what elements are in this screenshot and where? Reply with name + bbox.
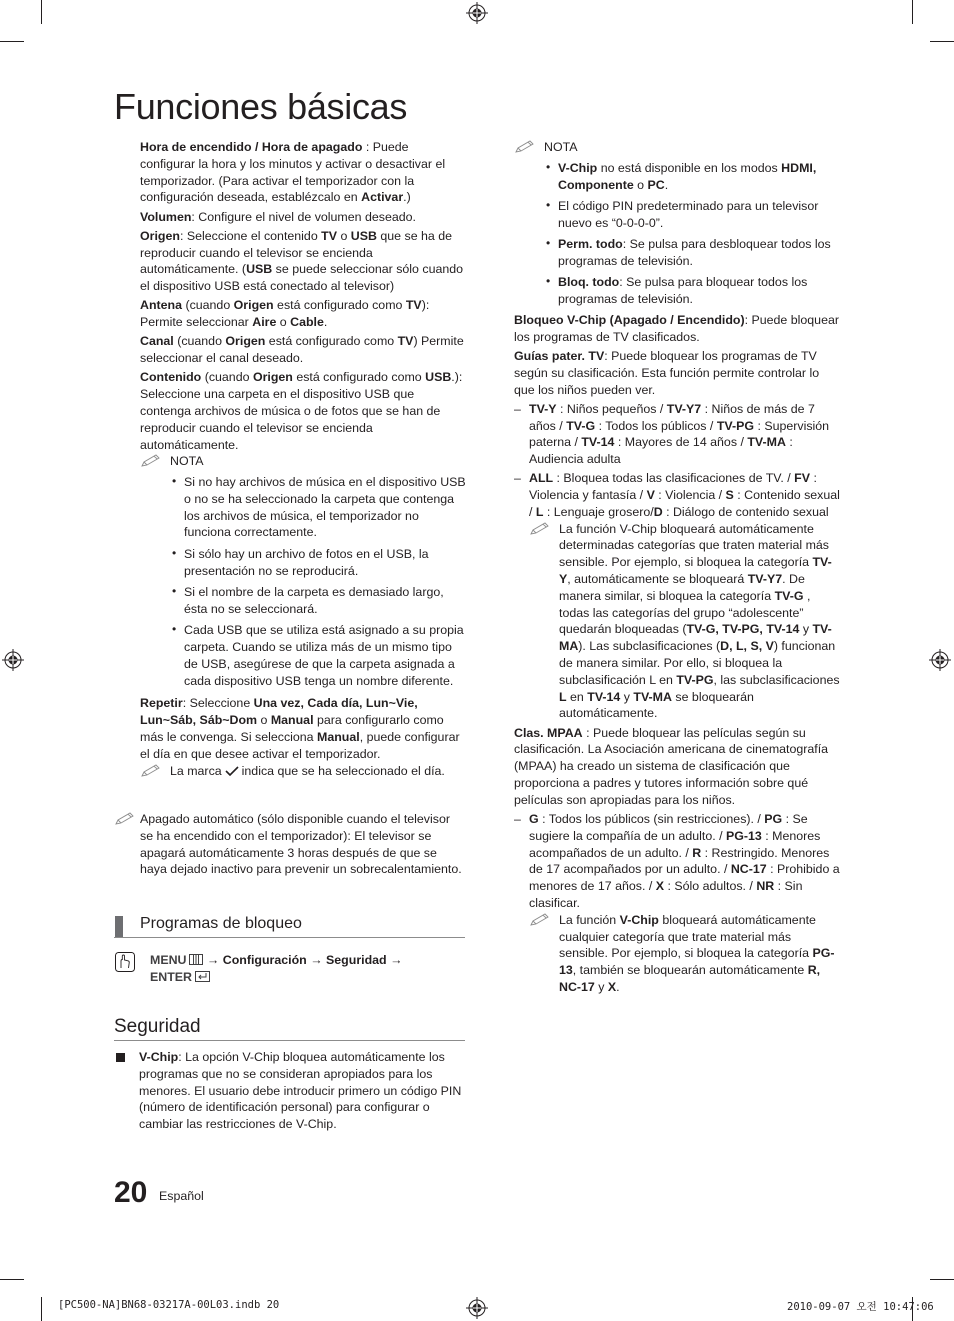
list-item: • Bloq. todo: Se pulsa para bloquear todos los programas de televisión. bbox=[544, 274, 840, 308]
enter-icon bbox=[195, 971, 210, 982]
registration-mark-icon bbox=[466, 1297, 488, 1319]
antena-paragraph: Antena (cuando Origen está configurado como TV): Permite seleccionar Aire o Cable. bbox=[140, 298, 430, 330]
apagado-note: Apagado automático (sólo disponible cuando el televisor se ha encendido con el temporizador): El televisor se apagará automáticamente 3 horas después de que se haya dejado inactivo para prevenir un sobrecalentamiento. bbox=[114, 811, 466, 880]
mpaa-paragraph: Clas. MPAA : Puede bloquear las películas según su clasificación. La Asociación americana de cinematografía (MPAA) ha creado un sistema de clasificación que proporciona a padres y tutores información sobre qué películas son apropiadas para los niños. bbox=[514, 725, 829, 807]
vchip-note: La función V-Chip bloqueará automáticamente determinadas categorías que traten material más sensible. Por ejemplo, si bloquea la categoría TV-Y, automáticamente se bloqueará TV-Y7. De manera similar, si bloquea la categoría TV-G , todas las categorías del grupo “adolescente” quedarán bloqueadas (TV-G, TV-PG, TV-14 y TV-MA). Las subclasificaciones (D, L, S, V) funcionan de manera similar. Por ello, si bloquea la subclasificación L en TV-PG, las subclasificaciones L en TV-14 y TV-MA se bloquearán automáticamente. bbox=[529, 521, 840, 723]
crop-mark bbox=[930, 1279, 954, 1280]
page-title: Funciones básicas bbox=[114, 86, 408, 127]
registration-mark-icon bbox=[466, 2, 488, 24]
checkmark-icon bbox=[225, 766, 239, 776]
list-item: • El código PIN predeterminado para un televisor nuevo es “0-0-0-0”. bbox=[544, 198, 840, 232]
note-pencil-icon bbox=[140, 454, 162, 468]
list-item: • Perm. todo: Se pulsa para desbloquear todos los programas de televisión. bbox=[544, 236, 840, 270]
registration-mark-icon bbox=[2, 649, 24, 671]
left-column bbox=[140, 139, 466, 781]
crop-mark bbox=[912, 0, 913, 24]
crop-mark bbox=[0, 1279, 24, 1280]
list-item: • Si no hay archivos de música en el dispositivo USB o no se ha seleccionado la carpeta que contenga los archivos de música, el temporizador no funciona correctamente. bbox=[170, 474, 466, 541]
canal-paragraph: Canal (cuando Origen está configurado como TV) Permite seleccionar el canal deseado. bbox=[140, 334, 464, 366]
note-pencil-icon bbox=[114, 812, 136, 826]
repetir-paragraph: Repetir: Seleccione Una vez, Cada día, Lun~Vie, Lun~Sáb, Sáb~Dom o Manual para configurarlo como más le convenga. Si selecciona Manual, puede configurar el día en que desee activar el temporizador. bbox=[140, 696, 460, 761]
note-pencil-icon bbox=[514, 140, 536, 154]
footer-date: 2010-09-07 오전 10:47:06 bbox=[787, 1301, 934, 1313]
origen-paragraph: Origen: Seleccione el contenido TV o USB que se ha de reproducir cuando el televisor se encienda automáticamente. (USB se puede seleccionar sólo cuando el dispositivo USB está conectado al televisor) bbox=[140, 228, 464, 294]
bloqueo-paragraph: Bloqueo V-Chip (Apagado / Encendido): Puede bloquear los programas de TV clasificados. bbox=[514, 312, 839, 344]
crop-mark bbox=[41, 1297, 42, 1321]
square-bullet-icon bbox=[116, 1053, 125, 1062]
menu-path: MENU → Configuración → Seguridad → ENTER bbox=[114, 952, 474, 986]
guias-paragraph: Guías pater. TV: Puede bloquear los programas de TV según su clasificación. Esta función permite controlar lo que los niños pueden ver. bbox=[514, 348, 820, 397]
section-marker bbox=[115, 916, 123, 937]
remote-hand-icon bbox=[115, 952, 135, 972]
mpaa-note: La función V-Chip bloqueará automáticamente cualquier categoría que trate material más sensible. Por ejemplo, si bloquea la categoría PG-13, también se bloquearán automáticamente R, NC-17 y X. bbox=[529, 912, 840, 996]
crop-mark bbox=[930, 41, 954, 42]
language-label: Español bbox=[159, 1189, 204, 1203]
registration-mark-icon bbox=[929, 649, 951, 671]
contenido-paragraph: Contenido (cuando Origen está configurado como USB.): Seleccione una carpeta en el dispositivo USB que contenga archivos de música o de fotos que se han de reproducir cuando el televisor se encienda automáticamente. bbox=[140, 370, 463, 452]
footer-file: [PC500-NA]BN68-03217A-00L03.indb 20 bbox=[58, 1299, 280, 1311]
section-heading-seguridad: Seguridad bbox=[114, 1016, 465, 1041]
list-item: • Si sólo hay un archivo de fotos en el USB, la presentación no se reproducirá. bbox=[170, 546, 466, 580]
note-pencil-icon bbox=[529, 522, 551, 536]
list-item: • Si el nombre de la carpeta es demasiado largo, ésta no se seleccionará. bbox=[170, 584, 466, 618]
crop-mark bbox=[41, 0, 42, 24]
list-item: • Cada USB que se utiliza está asignado a su propia carpeta. Cuando se utiliza más de un mismo tipo de USB, asegúrese de que la carpeta asignada a cada dispositivo USB tenga un nombre diferente. bbox=[170, 622, 466, 689]
note-pencil-icon bbox=[140, 764, 162, 778]
menu-icon bbox=[189, 954, 203, 965]
tv-ratings-item: – TV-Y : Niños pequeños / TV-Y7 : Niños de más de 7 años / TV-G : Todos los públicos / TV-PG : Supervisión paterna / TV-14 : Mayores de 14 años / TV-MA : Audiencia adulta bbox=[514, 401, 840, 468]
volumen-paragraph: Volumen: Configure el nivel de volumen deseado. bbox=[140, 209, 416, 224]
nota-heading: NOTA bbox=[514, 139, 840, 156]
hora-paragraph: Hora de encendido / Hora de apagado : Puede configurar la hora y los minutos y activar o desactivar el temporizador. (Para activar el temporizador con la configuración deseada, establézcalo en Activar.) bbox=[140, 140, 446, 205]
vchip-paragraph: V-Chip: La opción V-Chip bloquea automáticamente los programas que no se consideran apropiados para los menores. El usuario debe introducir primero un código PIN (número de identificación personal) para configurar o cambiar las restricciones de V-Chip. bbox=[114, 1049, 466, 1133]
section-heading-programas: Programas de bloqueo bbox=[114, 914, 465, 938]
page-number: 20 bbox=[114, 1176, 148, 1209]
right-column bbox=[514, 139, 840, 998]
note-pencil-icon bbox=[529, 913, 551, 927]
mpaa-ratings-item: – G : Todos los públicos (sin restricciones). / PG : Se sugiere la compañía de un adulto. / PG-13 : Menores acompañados de un adulto. / R : Restringido. Menores de 17 acompañados por un adulto. / NC-17 : Prohibido a menores de 17 años. / X : Sólo adultos. / NR : Sin clasificar. bbox=[514, 811, 840, 912]
sub-ratings-item: – ALL : Bloquea todas las clasificaciones de TV. / FV : Violencia y fantasía / V : Violencia / S : Contenido sexual / L : Lenguaje grosero/D : Diálogo de contenido sexual bbox=[514, 470, 840, 520]
nota-heading: NOTA bbox=[140, 453, 466, 470]
marca-note: La marca indica que se ha seleccionado el día. bbox=[140, 763, 466, 780]
crop-mark bbox=[0, 41, 24, 42]
list-item: • V-Chip no está disponible en los modos HDMI, Componente o PC. bbox=[544, 160, 840, 194]
